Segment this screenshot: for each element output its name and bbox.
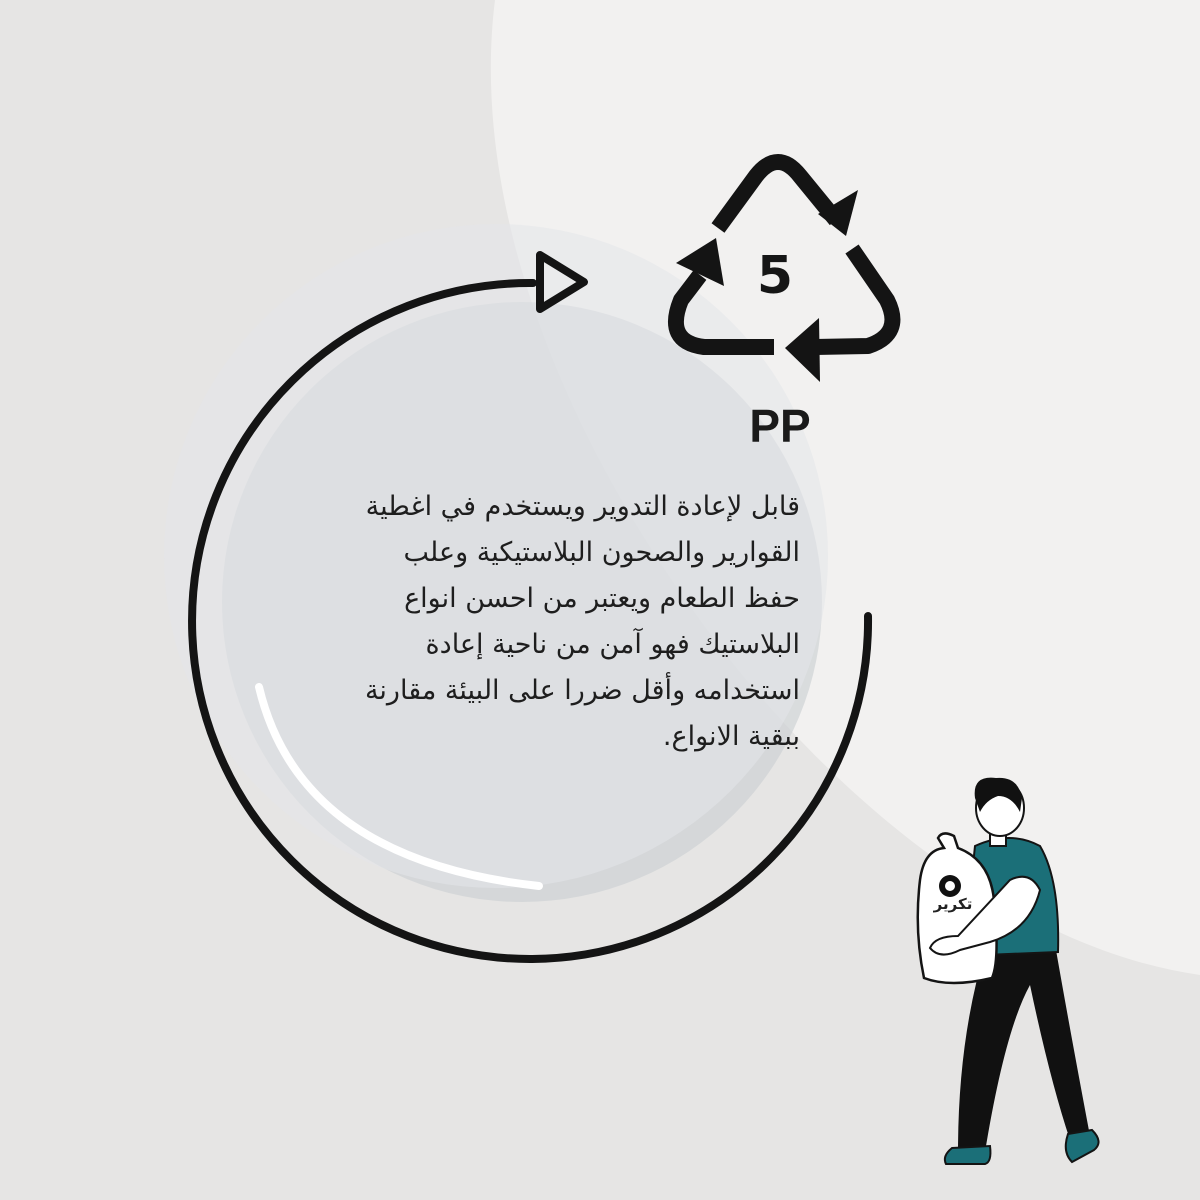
description-line: القوارير والصحون البلاستيكية وعلب	[403, 537, 800, 568]
description-text	[280, 484, 800, 760]
resin-code-abbreviation: PP	[749, 400, 811, 452]
description-line: ببقية الانواع.	[662, 721, 800, 752]
description-line: حفظ الطعام ويعتبر من احسن انواع	[404, 583, 800, 614]
resin-code-number: 5	[756, 246, 794, 306]
bag-brand-logo: تكرير	[933, 895, 973, 913]
description-line: قابل لإعادة التدوير ويستخدم في اغطية	[365, 491, 800, 522]
description-line: استخدامه وأقل ضررا على البيئة مقارنة	[364, 675, 800, 706]
description-line: البلاستيك فهو آمن من ناحية إعادة	[425, 629, 800, 660]
